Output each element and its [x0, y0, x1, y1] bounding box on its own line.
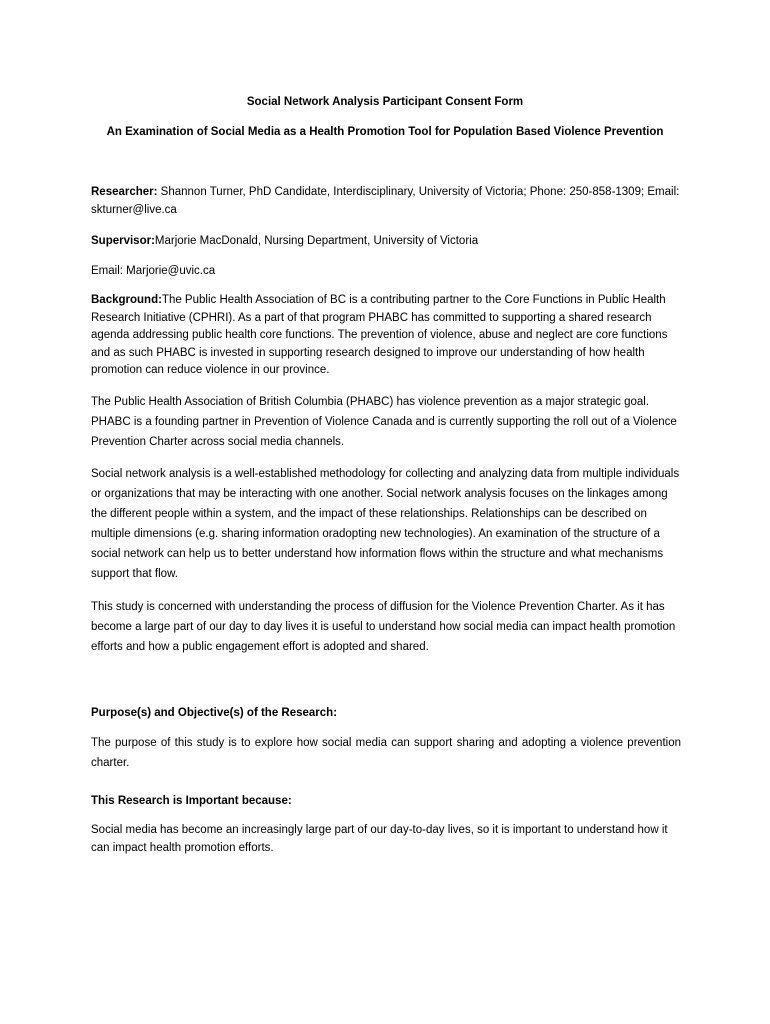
supervisor-info	[91, 232, 681, 250]
background-paragraph	[91, 292, 681, 380]
form-title: Social Network Analysis Participant Consent Form	[246, 96, 524, 108]
importance-heading: This Research is Important because:	[91, 795, 292, 807]
researcher-text: Shannon Turner, PhD Candidate, Interdisciplinary, University of Victoria; Phone: 250-858-1309; Email: skturner@live.ca	[91, 186, 680, 216]
supervisor-label: Supervisor:	[91, 235, 155, 247]
supervisor-email: Email: Marjorie@uvic.ca	[91, 265, 216, 277]
purpose-heading: Purpose(s) and Objective(s) of the Research:	[91, 707, 338, 719]
researcher-info	[91, 184, 681, 219]
background-text: The Public Health Association of BC is a contributing partner to the Core Functions in Public Health Research Initiative (CPHRI). As a part of that program PHABC has committed to supporting a shared research agenda addressing public health core functions. The prevention of violence, abuse and neglect are core functions and as such PHABC is invested in supporting research designed to improve our understanding of how health promotion can reduce violence in our province.	[91, 294, 668, 376]
background-label: Background:	[91, 294, 162, 306]
importance-paragraph: Social media has become an increasingly large part of our day-to-day lives, so it is important to understand how it can impact health promotion efforts.	[91, 824, 668, 854]
supervisor-text: Marjorie MacDonald, Nursing Department, University of Victoria	[154, 235, 479, 247]
researcher-label: Researcher:	[91, 186, 158, 198]
study-paragraph: This study is concerned with understanding the process of diffusion for the Violence Prevention Charter. As it has become a large part of our day to day lives it is useful to understand how social media can impact health promotion efforts and how a public engagement effort is adopted and shared.	[91, 601, 676, 653]
purpose-paragraph: The purpose of this study is to explore how social media can support sharing and adopting a violence prevention charter.	[91, 737, 681, 769]
study-title: An Examination of Social Media as a Health Promotion Tool for Population Based Violence Prevention	[106, 126, 664, 138]
sna-paragraph: Social network analysis is a well-established methodology for collecting and analyzing data from multiple individuals or organizations that may be interacting with one another. Social network analysis focuses on the linkages among the different people within a system, and the impact of these relationships. Relationships can be described on multiple dimensions (e.g. sharing information oradopting new technologies). An examination of the structure of a social network can help us to better understand how information flows within the structure and what mechanisms support that flow.	[91, 468, 680, 580]
phabc-paragraph: The Public Health Association of British Columbia (PHABC) has violence prevention as a major strategic goal. PHABC is a founding partner in Prevention of Violence Canada and is currently supporting the roll out of a Violence Prevention Charter across social media channels.	[91, 396, 677, 448]
